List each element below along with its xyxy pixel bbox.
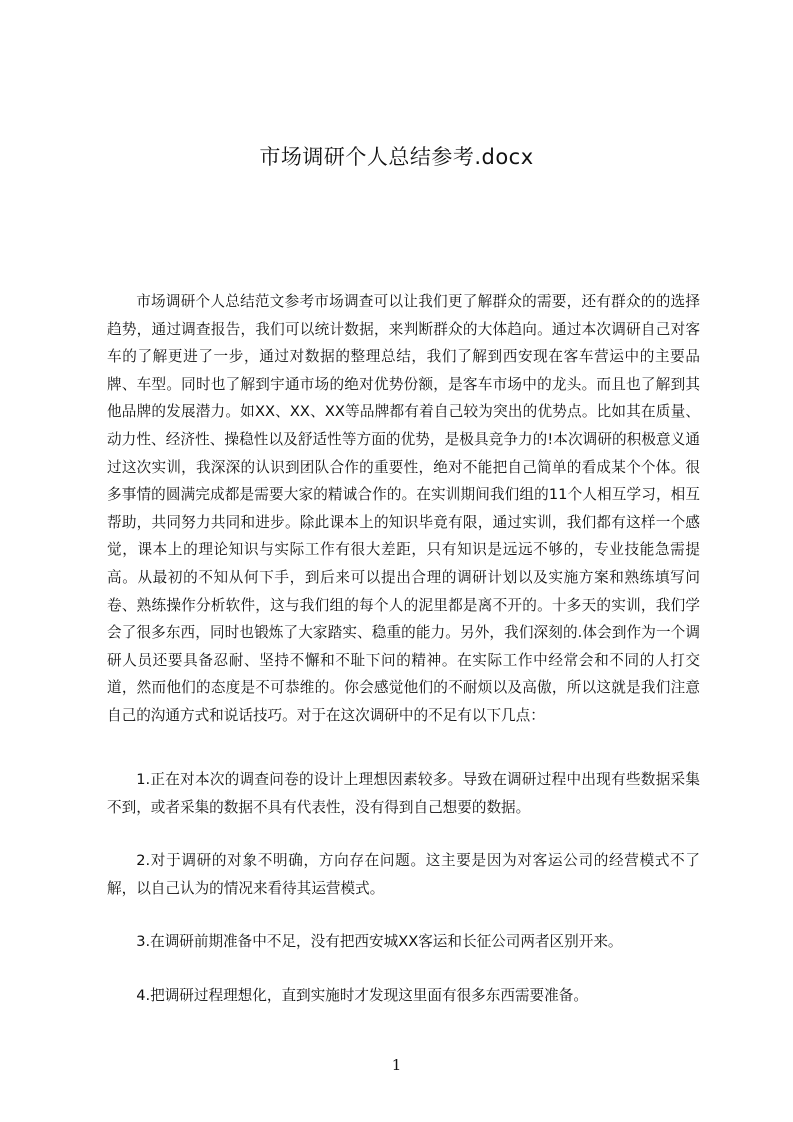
document-title: 市场调研个人总结参考.docx	[259, 145, 534, 169]
list-item-1: 1.正在对本次的调查问卷的设计上理想因素较多。导致在调研过程中出现有些数据采集不到，或者采集的数据不具有代表性，没有得到自己想要的数据。	[107, 771, 700, 816]
list-item-4: 4.把调研过程理想化，直到实施时才发现这里面有很多东西需要准备。	[136, 987, 588, 1004]
list-item-2: 2.对于调研的对象不明确，方向存在问题。这主要是因为对客运公司的经营模式不了解，以自己认为的情况来看待其运营模式。	[107, 852, 700, 897]
body-paragraph: 市场调研个人总结范文参考市场调查可以让我们更了解群众的需要，还有群众的的选择趋势，通过调查报告，我们可以统计数据，来判断群众的大体趋向。通过本次调研自己对客车的了解更进了一步，通过对数据的整理总结，我们了解到西安现在客车营运中的主要品牌、车型。同时也了解到宇通市场的绝对优势份额，是客车市场中的龙头。而且也了解到其他品牌的发展潜力。如XX、XX、XX等品牌都有着自己较为突出的优势点。比如其在质量、动力性、经济性、操稳性以及舒适性等方面的优势，是极具竞争力的!本次调研的积极意义通过这次实训，我深深的认识到团队合作的重要性，绝对不能把自己简单的看成某个个体。很多事情的圆满完成都是需要大家的精诚合作的。在实训期间我们组的11个人相互学习，相互帮助，共同努力共同和进步。除此课本上的知识毕竟有限，通过实训，我们都有这样一个感觉，课本上的理论知识与实际工作有很大差距，只有知识是远远不够的，专业技能急需提高。从最初的不知从何下手，到后来可以提出合理的调研计划以及实施方案和熟练填写问卷、熟练操作分析软件，这与我们组的每个人的泥里都是离不开的。十多天的实训，我们学会了很多东西，同时也锻炼了大家踏实、稳重的能力。另外，我们深刻的.体会到作为一个调研人员还要具备忍耐、坚持不懈和不耻下问的精神。在实际工作中经常会和不同的人打交道，然而他们的态度是不可恭维的。你会感觉他们的不耐烦以及高傲，所以这就是我们注意自己的沟通方式和说话技巧。对于在这次调研中的不足有以下几点：	[107, 293, 700, 724]
list-item-3: 3.在调研前期准备中不足，没有把西安城XX客运和长征公司两者区别开来。	[136, 933, 623, 950]
page-number: 1	[391, 1056, 402, 1074]
